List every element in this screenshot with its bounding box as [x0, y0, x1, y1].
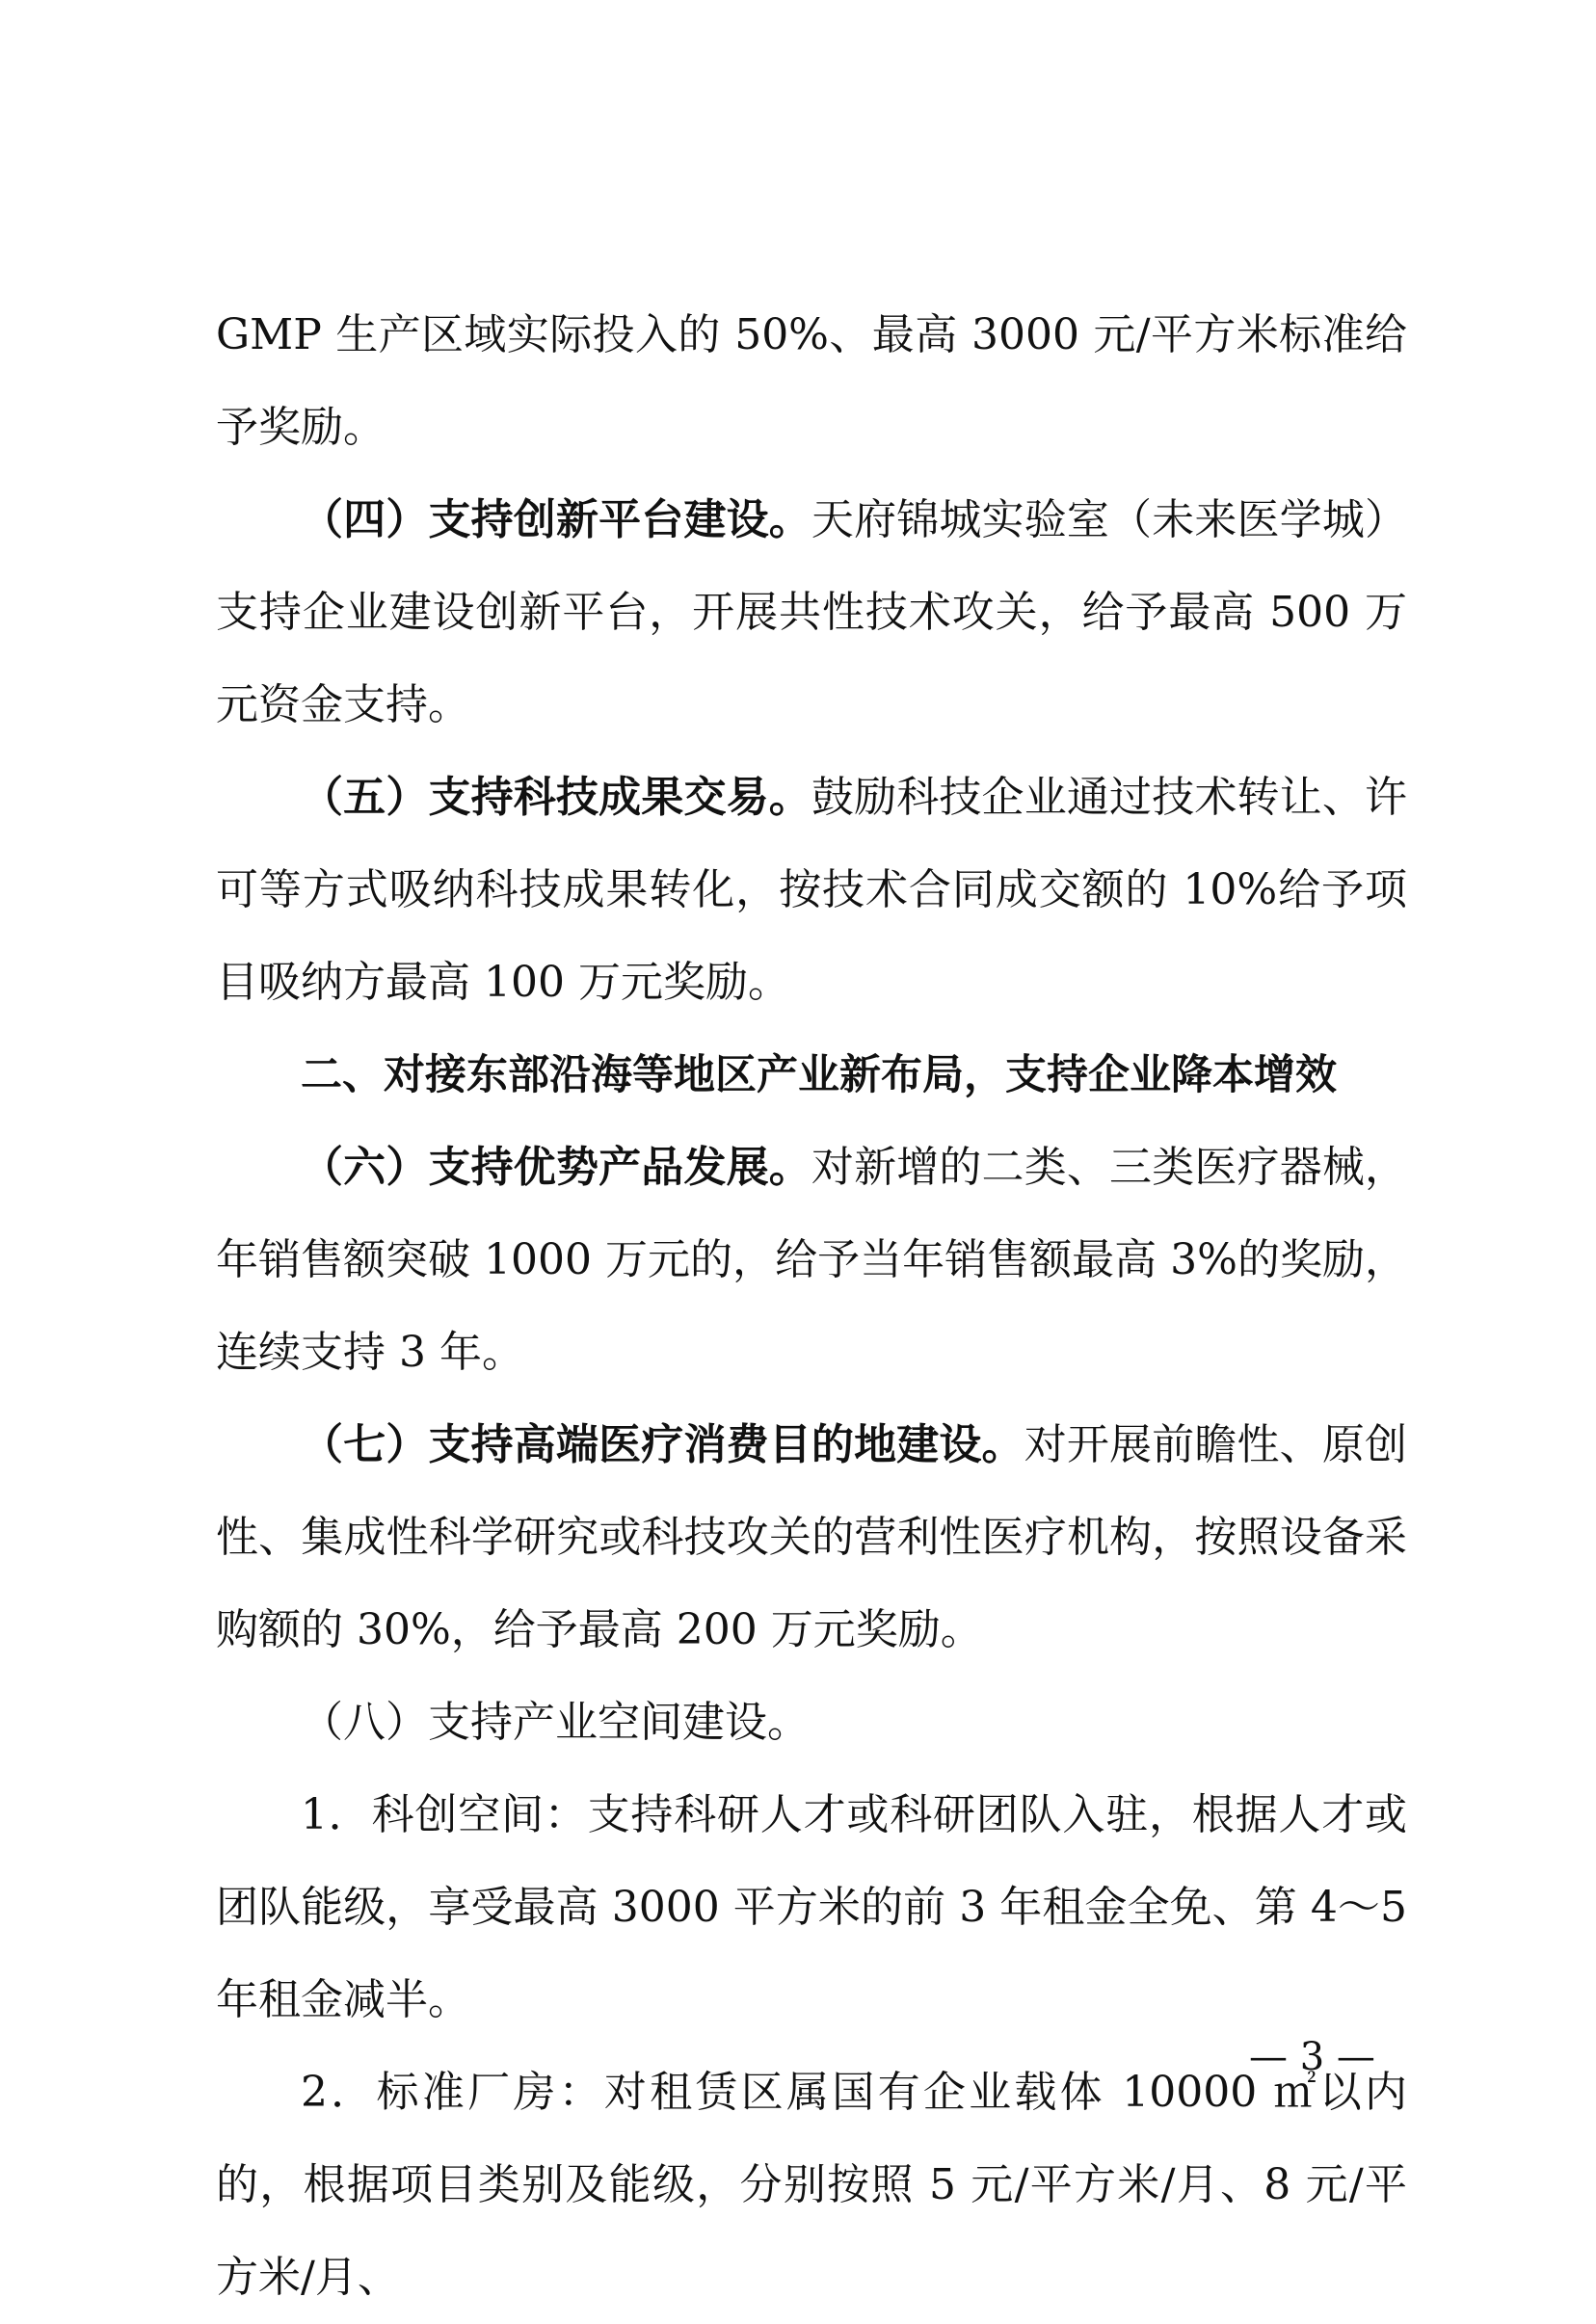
item-heading: （八）支持产业空间建设。	[301, 1698, 810, 1747]
item-heading: （六）支持优势产品发展。	[301, 1143, 811, 1192]
paragraph-subitem-1	[216, 1769, 1407, 2047]
section-heading-2: 二、对接东部沿海等地区产业新布局，支持企业降本增效	[301, 1051, 1337, 1099]
paragraph-item-5	[216, 752, 1407, 1029]
paragraph-text: 天府锦城实验室（未来医学城）支持企业建设创新平台，开展共性技术攻关，给予最高 500 万元资金支持。	[216, 495, 1408, 729]
item-heading: （四）支持创新平台建设。	[301, 495, 811, 544]
paragraph-item-8	[216, 1677, 1407, 1769]
paragraph-text: 对新增的二类、三类医疗器械，年销售额突破 1000 万元的，给予当年销售额最高 3%的奖励，连续支持 3 年。	[216, 1143, 1408, 1377]
paragraph-text: 鼓励科技企业通过技术转让、许可等方式吸纳科技成果转化，按技术合同成交额的 10%给予项目吸纳方最高 100 万元奖励。	[216, 773, 1408, 1007]
paragraph-text: GMP 生产区域实际投入的 50%、最高 3000 元/平方米标准给予奖励。	[216, 310, 1407, 452]
paragraph-item-6	[216, 1122, 1407, 1399]
paragraph-item-7	[216, 1399, 1407, 1677]
item-heading: （五）支持科技成果交易。	[301, 773, 811, 822]
paragraph-gmp-continuation	[216, 289, 1407, 474]
paragraph-text: 对开展前瞻性、原创性、集成性科学研究或科技攻关的营利性医疗机构，按照设备采购额的 30%，给予最高 200 万元奖励。	[216, 1420, 1407, 1654]
paragraph-item-4	[216, 474, 1407, 752]
paragraph-text: 1．科创空间：支持科研人才或科研团队入驻，根据人才或团队能级，享受最高 3000 平方米的前 3 年租金全免、第 4～5 年租金减半。	[216, 1790, 1407, 2024]
document-body	[216, 289, 1407, 2324]
item-heading: （七）支持高端医疗消费目的地建设。	[301, 1420, 1024, 1469]
paragraph-subitem-2	[216, 2047, 1407, 2324]
paragraph-text: 2．标准厂房：对租赁区属国有企业载体 10000 ㎡以内的，根据项目类别及能级，分别按照 5 元/平方米/月、8 元/平方米/月、	[216, 2068, 1407, 2302]
page-number: — 3 —	[1249, 2035, 1375, 2079]
